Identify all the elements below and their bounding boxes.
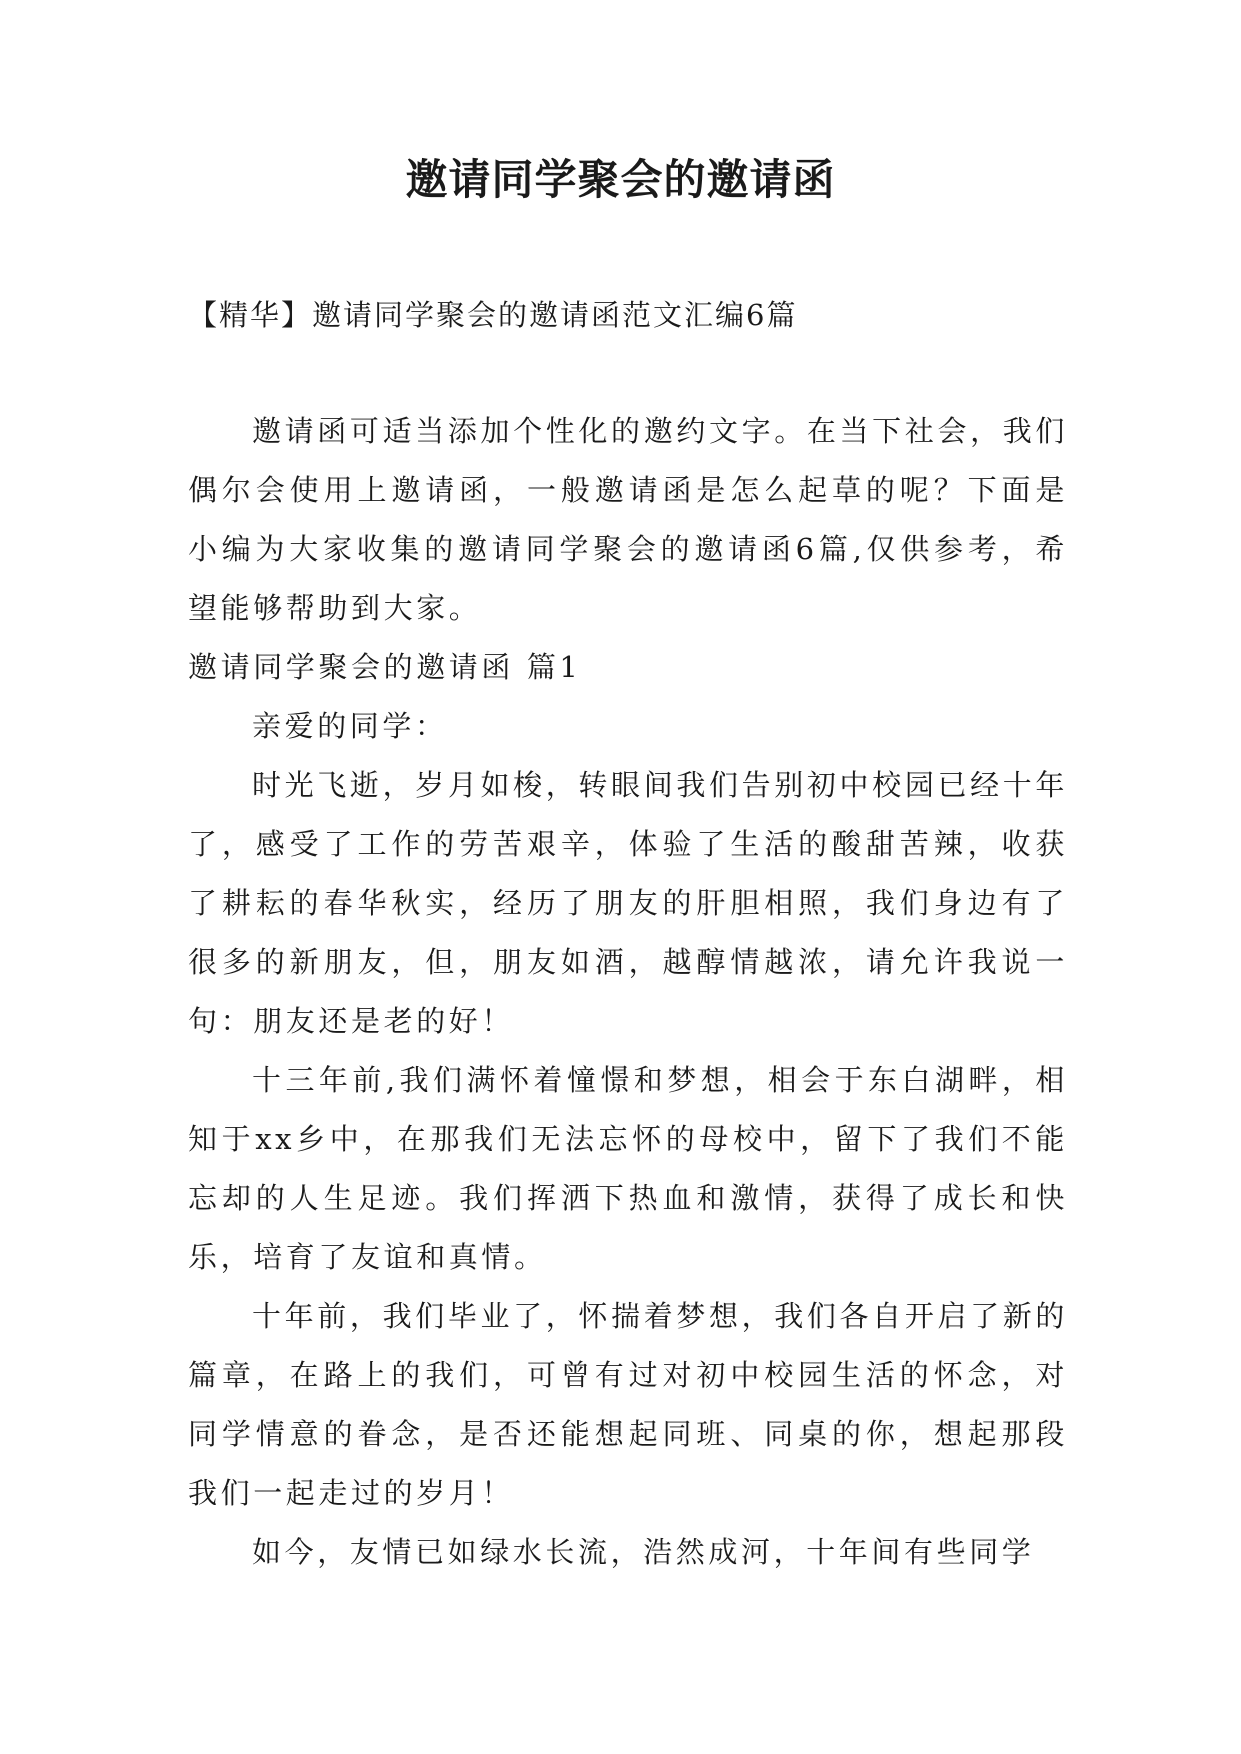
body-paragraph: 十年前，我们毕业了，怀揣着梦想，我们各自开启了新的篇章，在路上的我们，可曾有过对初中校园生活的怀念，对同学情意的眷念，是否还能想起同班、同桌的你，想起那段我们一起走过的岁月！	[188, 1299, 1068, 1510]
body-paragraph: 十三年前,我们满怀着憧憬和梦想，相会于东白湖畔，相知于xx乡中，在那我们无法忘怀的母校中，留下了我们不能忘却的人生足迹。我们挥洒下热血和激情，获得了成长和快乐，培育了友谊和真情。	[188, 1063, 1068, 1274]
salutation: 亲爱的同学：	[252, 709, 448, 743]
document-body	[188, 402, 1068, 1582]
body-paragraph: 如今，友情已如绿水长流，浩然成河，十年间有些同学	[252, 1535, 1035, 1569]
document-title: 邀请同学聚会的邀请函	[405, 155, 836, 204]
intro-paragraph: 邀请函可适当添加个性化的邀约文字。在当下社会，我们偶尔会使用上邀请函，一般邀请函是怎么起草的呢？下面是小编为大家收集的邀请同学聚会的邀请函6篇,仅供参考，希望能够帮助到大家。	[188, 414, 1068, 625]
section-heading: 邀请同学聚会的邀请函 篇1	[188, 650, 582, 684]
document-subtitle: 【精华】邀请同学聚会的邀请函范文汇编6篇	[188, 298, 798, 332]
body-paragraph: 时光飞逝，岁月如梭，转眼间我们告别初中校园已经十年了，感受了工作的劳苦艰辛，体验了生活的酸甜苦辣，收获了耕耘的春华秋实，经历了朋友的肝胆相照，我们身边有了很多的新朋友，但，朋友如酒，越醇情越浓，请允许我说一句：朋友还是老的好！	[188, 768, 1068, 1038]
